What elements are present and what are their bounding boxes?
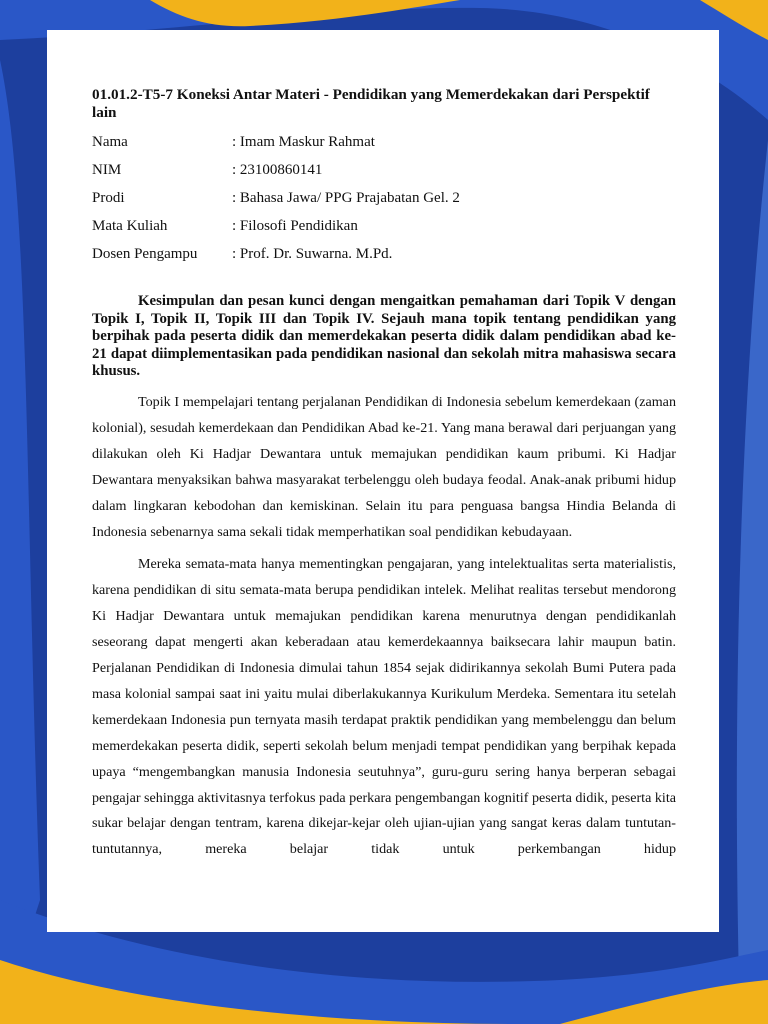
info-row-nama <box>92 134 676 162</box>
document-content <box>92 86 676 870</box>
body-paragraph-1: Topik I mempelajari tentang perjalanan Pendidikan di Indonesia sebelum kemerdekaan (zaman kolonial), sesudah kemerdekaan dan Pendidikan Abad ke-21. Yang mana berawal dari perjuangan yang dilakukan oleh Ki Hadjar Dewantara untuk memajukan pendidikan kaum pribumi. Ki Hadjar Dewantara menyaksikan bahwa masyarakat terbelenggu oleh budaya feodal. Anak-anak pribumi hidup dalam lingkaran kebodohan dan kemiskinan. Selain itu para penguasa bangsa Hindia Belanda di Indonesia sebenarnya sama sekali tidak memperhatikan soal pendidikan kebudayaan. <box>92 393 676 540</box>
info-value: : 23100860141 <box>232 162 323 178</box>
info-label: Mata Kuliah <box>92 218 168 234</box>
info-value: : Bahasa Jawa/ PPG Prajabatan Gel. 2 <box>232 190 460 206</box>
document-title: 01.01.2-T5-7 Koneksi Antar Materi - Pendidikan yang Memerdekakan dari Perspektif lain <box>92 86 650 121</box>
info-row-dosen-pengampu <box>92 246 676 274</box>
info-value: : Imam Maskur Rahmat <box>232 134 375 150</box>
info-label: Prodi <box>92 190 125 206</box>
document-page <box>47 30 719 932</box>
lead-paragraph: Kesimpulan dan pesan kunci dengan mengaitkan pemahaman dari Topik V dengan Topik I, Topik II, Topik III dan Topik IV. Sejauh mana topik tentang pendidikan yang berpihak pada peserta didik dan memerdekakan peserta didik dalam pendidikan abad ke-21 dapat diimplementasikan pada pendidikan nasional dan sekolah mitra mahasiswa secara khusus. <box>92 293 676 380</box>
body-paragraph-2: Mereka semata-mata hanya mementingkan pengajaran, yang intelektualitas serta materialistis, karena pendidikan di situ semata-mata berupa pendidikan intelek. Melihat realitas tersebut mendorong Ki Hadjar Dewantara untuk memajukan pendidikan karena menurutnya dengan pendidikanlah seseorang dapat mengerti akan keberadaan atau kemerdekaannya baiksecara lahir maupun batin. Perjalanan Pendidikan di Indonesia dimulai tahun 1854 sejak didirikannya sekolah Bumi Putera pada masa kolonial sampai saat ini yaitu mulai diberlakukannya Kurikulum Merdeka. Sementara itu setelah kemerdekaan Indonesia pun ternyata masih terdapat praktik pendidikan yang membelenggu dan belum memerdekakan peserta didik, seperti sekolah belum menjadi tempat pendidikan yang berpihak kepada upaya “mengembangkan manusia Indonesia seutuhnya”, guru-guru sering hanya berperan sebagai pengajar sehingga aktivitasnya terfokus pada perkara pengembangan kognitif peserta didik, peserta kita sukar belajar dengan tentram, karena dikejar-kejar oleh ujian-ujian yang sangat keras dalam tuntutan-tuntutannya, mereka belajar tidak untuk perkembangan hidup <box>92 556 676 858</box>
info-label: Nama <box>92 134 128 150</box>
info-value: : Prof. Dr. Suwarna. M.Pd. <box>232 246 393 262</box>
info-label: Dosen Pengampu <box>92 246 198 262</box>
info-value: : Filosofi Pendidikan <box>232 218 358 234</box>
info-label: NIM <box>92 162 122 178</box>
info-row-nim <box>92 162 676 190</box>
info-row-prodi <box>92 190 676 218</box>
info-row-mata-kuliah <box>92 218 676 246</box>
